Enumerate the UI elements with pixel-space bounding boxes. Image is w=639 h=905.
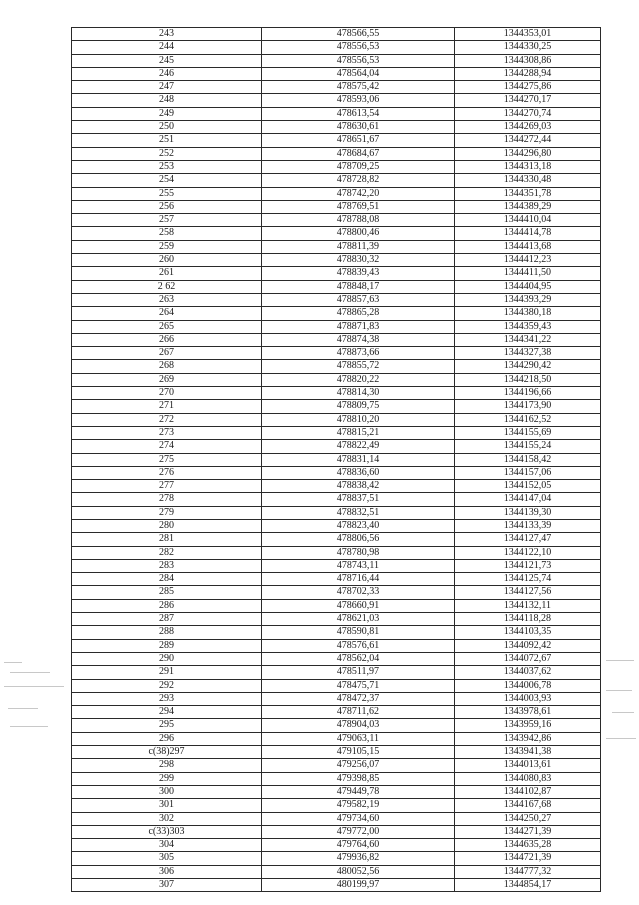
y-coordinate-cell: 1344330,25: [455, 41, 601, 54]
x-coordinate-cell: 478769,51: [262, 200, 455, 213]
table-row: [72, 852, 601, 865]
x-coordinate-cell: 478576,61: [262, 639, 455, 652]
point-number-cell: 256: [72, 200, 262, 213]
y-coordinate-cell: 1344393,29: [455, 293, 601, 306]
point-number-cell: 276: [72, 466, 262, 479]
x-coordinate-cell: 478820,22: [262, 373, 455, 386]
table-row: [72, 254, 601, 267]
table-row: [72, 121, 601, 134]
y-coordinate-cell: 1344173,90: [455, 400, 601, 413]
table-row: [72, 480, 601, 493]
table-row: [72, 28, 601, 41]
point-number-cell: 274: [72, 440, 262, 453]
scan-artifact-left: [8, 708, 38, 709]
point-number-cell: 248: [72, 94, 262, 107]
x-coordinate-cell: 478823,40: [262, 519, 455, 532]
point-number-cell: 305: [72, 852, 262, 865]
y-coordinate-cell: 1344127,47: [455, 533, 601, 546]
y-coordinate-cell: 1344122,10: [455, 546, 601, 559]
y-coordinate-cell: 1344158,42: [455, 453, 601, 466]
x-coordinate-cell: 478873,66: [262, 347, 455, 360]
x-coordinate-cell: 478511,97: [262, 666, 455, 679]
x-coordinate-cell: 478709,25: [262, 160, 455, 173]
x-coordinate-cell: 478814,30: [262, 387, 455, 400]
point-number-cell: 269: [72, 373, 262, 386]
x-coordinate-cell: 478822,49: [262, 440, 455, 453]
point-number-cell: 282: [72, 546, 262, 559]
point-number-cell: 278: [72, 493, 262, 506]
point-number-cell: 281: [72, 533, 262, 546]
table-row: [72, 214, 601, 227]
point-number-cell: 283: [72, 559, 262, 572]
table-row: [72, 174, 601, 187]
y-coordinate-cell: 1344006,78: [455, 679, 601, 692]
y-coordinate-cell: 1344341,22: [455, 333, 601, 346]
point-number-cell: 259: [72, 240, 262, 253]
point-number-cell: 307: [72, 879, 262, 892]
x-coordinate-cell: 479936,82: [262, 852, 455, 865]
scan-artifact-left: [10, 726, 48, 727]
point-number-cell: 257: [72, 214, 262, 227]
point-number-cell: 260: [72, 254, 262, 267]
table-row: [72, 347, 601, 360]
x-coordinate-cell: 478711,62: [262, 706, 455, 719]
table-row: [72, 81, 601, 94]
point-number-cell: 267: [72, 347, 262, 360]
x-coordinate-cell: 478716,44: [262, 573, 455, 586]
table-row: [72, 360, 601, 373]
table-row: [72, 373, 601, 386]
y-coordinate-cell: 1344288,94: [455, 67, 601, 80]
y-coordinate-cell: 1344270,74: [455, 107, 601, 120]
table-row: [72, 387, 601, 400]
table-row: [72, 639, 601, 652]
point-number-cell: 304: [72, 839, 262, 852]
y-coordinate-cell: 1343941,38: [455, 746, 601, 759]
x-coordinate-cell: 478566,55: [262, 28, 455, 41]
table-row: [72, 240, 601, 253]
table-row: [72, 573, 601, 586]
point-number-cell: 255: [72, 187, 262, 200]
x-coordinate-cell: 478613,54: [262, 107, 455, 120]
point-number-cell: 245: [72, 54, 262, 67]
table-row: [72, 533, 601, 546]
y-coordinate-cell: 1344155,24: [455, 440, 601, 453]
table-row: [72, 879, 601, 892]
point-number-cell: 277: [72, 480, 262, 493]
y-coordinate-cell: 1344351,78: [455, 187, 601, 200]
y-coordinate-cell: 1344127,56: [455, 586, 601, 599]
x-coordinate-cell: 478593,06: [262, 94, 455, 107]
x-coordinate-cell: 478874,38: [262, 333, 455, 346]
point-number-cell: 270: [72, 387, 262, 400]
point-number-cell: 258: [72, 227, 262, 240]
y-coordinate-cell: 1343959,16: [455, 719, 601, 732]
table-row: [72, 453, 601, 466]
point-number-cell: 247: [72, 81, 262, 94]
y-coordinate-cell: 1344721,39: [455, 852, 601, 865]
point-number-cell: 275: [72, 453, 262, 466]
x-coordinate-cell: 478871,83: [262, 320, 455, 333]
y-coordinate-cell: 1344155,69: [455, 426, 601, 439]
y-coordinate-cell: 1344353,01: [455, 28, 601, 41]
x-coordinate-cell: 478621,03: [262, 613, 455, 626]
coordinates-table-body: [72, 28, 601, 892]
point-number-cell: 301: [72, 799, 262, 812]
scan-artifact-right: [612, 712, 634, 713]
x-coordinate-cell: 478848,17: [262, 280, 455, 293]
y-coordinate-cell: 1344118,28: [455, 613, 601, 626]
table-row: [72, 187, 601, 200]
x-coordinate-cell: 479449,78: [262, 785, 455, 798]
point-number-cell: c(33)303: [72, 825, 262, 838]
point-number-cell: 272: [72, 413, 262, 426]
table-row: [72, 839, 601, 852]
table-row: [72, 546, 601, 559]
y-coordinate-cell: 1344854,17: [455, 879, 601, 892]
y-coordinate-cell: 1344125,74: [455, 573, 601, 586]
table-row: [72, 200, 601, 213]
point-number-cell: 265: [72, 320, 262, 333]
table-row: [72, 652, 601, 665]
x-coordinate-cell: 478780,98: [262, 546, 455, 559]
y-coordinate-cell: 1343942,86: [455, 732, 601, 745]
y-coordinate-cell: 1344270,17: [455, 94, 601, 107]
x-coordinate-cell: 478836,60: [262, 466, 455, 479]
y-coordinate-cell: 1344196,66: [455, 387, 601, 400]
y-coordinate-cell: 1344313,18: [455, 160, 601, 173]
point-number-cell: 293: [72, 692, 262, 705]
table-row: [72, 54, 601, 67]
y-coordinate-cell: 1344296,80: [455, 147, 601, 160]
table-row: [72, 759, 601, 772]
scan-artifact-right: [606, 690, 632, 691]
x-coordinate-cell: 478806,56: [262, 533, 455, 546]
y-coordinate-cell: 1344072,67: [455, 652, 601, 665]
scan-artifact-left: [4, 662, 22, 663]
x-coordinate-cell: 478839,43: [262, 267, 455, 280]
y-coordinate-cell: 1344410,04: [455, 214, 601, 227]
y-coordinate-cell: 1344013,61: [455, 759, 601, 772]
point-number-cell: 261: [72, 267, 262, 280]
point-number-cell: 284: [72, 573, 262, 586]
point-number-cell: 264: [72, 307, 262, 320]
table-row: [72, 746, 601, 759]
table-row: [72, 267, 601, 280]
x-coordinate-cell: 478590,81: [262, 626, 455, 639]
point-number-cell: 286: [72, 599, 262, 612]
table-row: [72, 666, 601, 679]
x-coordinate-cell: 478475,71: [262, 679, 455, 692]
table-row: [72, 400, 601, 413]
y-coordinate-cell: 1344132,11: [455, 599, 601, 612]
table-row: [72, 599, 601, 612]
x-coordinate-cell: 478702,33: [262, 586, 455, 599]
point-number-cell: 246: [72, 67, 262, 80]
point-number-cell: 300: [72, 785, 262, 798]
table-row: [72, 586, 601, 599]
x-coordinate-cell: 478556,53: [262, 41, 455, 54]
point-number-cell: 252: [72, 147, 262, 160]
table-row: [72, 134, 601, 147]
y-coordinate-cell: 1344121,73: [455, 559, 601, 572]
point-number-cell: 298: [72, 759, 262, 772]
point-number-cell: 250: [72, 121, 262, 134]
x-coordinate-cell: 478855,72: [262, 360, 455, 373]
table-row: [72, 147, 601, 160]
point-number-cell: 295: [72, 719, 262, 732]
x-coordinate-cell: 479582,19: [262, 799, 455, 812]
x-coordinate-cell: 478562,04: [262, 652, 455, 665]
table-row: [72, 719, 601, 732]
point-number-cell: 243: [72, 28, 262, 41]
x-coordinate-cell: 478837,51: [262, 493, 455, 506]
y-coordinate-cell: 1344413,68: [455, 240, 601, 253]
table-row: [72, 293, 601, 306]
y-coordinate-cell: 1344037,62: [455, 666, 601, 679]
x-coordinate-cell: 478857,63: [262, 293, 455, 306]
scan-artifact-right: [606, 738, 636, 739]
x-coordinate-cell: 478800,46: [262, 227, 455, 240]
x-coordinate-cell: 478788,08: [262, 214, 455, 227]
table-row: [72, 559, 601, 572]
table-row: [72, 732, 601, 745]
point-number-cell: 263: [72, 293, 262, 306]
table-row: [72, 519, 601, 532]
table-row: [72, 307, 601, 320]
y-coordinate-cell: 1344103,35: [455, 626, 601, 639]
x-coordinate-cell: 479105,15: [262, 746, 455, 759]
y-coordinate-cell: 1344412,23: [455, 254, 601, 267]
table-row: [72, 67, 601, 80]
y-coordinate-cell: 1344777,32: [455, 865, 601, 878]
x-coordinate-cell: 480052,56: [262, 865, 455, 878]
point-number-cell: 285: [72, 586, 262, 599]
y-coordinate-cell: 1344330,48: [455, 174, 601, 187]
y-coordinate-cell: 1344269,03: [455, 121, 601, 134]
table-row: [72, 785, 601, 798]
point-number-cell: 302: [72, 812, 262, 825]
point-number-cell: 254: [72, 174, 262, 187]
y-coordinate-cell: 1344271,39: [455, 825, 601, 838]
table-row: [72, 466, 601, 479]
y-coordinate-cell: 1344157,06: [455, 466, 601, 479]
y-coordinate-cell: 1344290,42: [455, 360, 601, 373]
y-coordinate-cell: 1344327,38: [455, 347, 601, 360]
y-coordinate-cell: 1344152,05: [455, 480, 601, 493]
x-coordinate-cell: 479063,11: [262, 732, 455, 745]
y-coordinate-cell: 1344635,28: [455, 839, 601, 852]
x-coordinate-cell: 479398,85: [262, 772, 455, 785]
scan-artifact-right: [606, 660, 634, 661]
x-coordinate-cell: 478556,53: [262, 54, 455, 67]
x-coordinate-cell: 478564,04: [262, 67, 455, 80]
point-number-cell: 244: [72, 41, 262, 54]
point-number-cell: 253: [72, 160, 262, 173]
y-coordinate-cell: 1344389,29: [455, 200, 601, 213]
point-number-cell: 251: [72, 134, 262, 147]
table-row: [72, 440, 601, 453]
table-row: [72, 493, 601, 506]
table-row: [72, 679, 601, 692]
point-number-cell: 288: [72, 626, 262, 639]
point-number-cell: 296: [72, 732, 262, 745]
y-coordinate-cell: 1344272,44: [455, 134, 601, 147]
point-number-cell: 289: [72, 639, 262, 652]
y-coordinate-cell: 1344380,18: [455, 307, 601, 320]
point-number-cell: 294: [72, 706, 262, 719]
x-coordinate-cell: 480199,97: [262, 879, 455, 892]
point-number-cell: 2 62: [72, 280, 262, 293]
x-coordinate-cell: 478832,51: [262, 506, 455, 519]
y-coordinate-cell: 1344139,30: [455, 506, 601, 519]
x-coordinate-cell: 478575,42: [262, 81, 455, 94]
table-row: [72, 613, 601, 626]
point-number-cell: 299: [72, 772, 262, 785]
x-coordinate-cell: 479256,07: [262, 759, 455, 772]
x-coordinate-cell: 478838,42: [262, 480, 455, 493]
y-coordinate-cell: 1344414,78: [455, 227, 601, 240]
y-coordinate-cell: 1344250,27: [455, 812, 601, 825]
table-row: [72, 333, 601, 346]
y-coordinate-cell: 1344102,87: [455, 785, 601, 798]
table-row: [72, 812, 601, 825]
table-row: [72, 706, 601, 719]
y-coordinate-cell: 1344092,42: [455, 639, 601, 652]
x-coordinate-cell: 478630,61: [262, 121, 455, 134]
point-number-cell: 291: [72, 666, 262, 679]
scan-artifact-left: [10, 672, 50, 673]
x-coordinate-cell: 478811,39: [262, 240, 455, 253]
x-coordinate-cell: 478904,03: [262, 719, 455, 732]
point-number-cell: 279: [72, 506, 262, 519]
y-coordinate-cell: 1344411,50: [455, 267, 601, 280]
y-coordinate-cell: 1344080,83: [455, 772, 601, 785]
y-coordinate-cell: 1344308,86: [455, 54, 601, 67]
y-coordinate-cell: 1344275,86: [455, 81, 601, 94]
y-coordinate-cell: 1344162,52: [455, 413, 601, 426]
x-coordinate-cell: 479734,60: [262, 812, 455, 825]
table-row: [72, 280, 601, 293]
table-row: [72, 825, 601, 838]
x-coordinate-cell: 479772,00: [262, 825, 455, 838]
point-number-cell: 271: [72, 400, 262, 413]
x-coordinate-cell: 478651,67: [262, 134, 455, 147]
x-coordinate-cell: 478743,11: [262, 559, 455, 572]
table-row: [72, 772, 601, 785]
table-row: [72, 413, 601, 426]
coordinates-table: [71, 27, 601, 892]
x-coordinate-cell: 478728,82: [262, 174, 455, 187]
y-coordinate-cell: 1344003,93: [455, 692, 601, 705]
y-coordinate-cell: 1344133,39: [455, 519, 601, 532]
x-coordinate-cell: 478865,28: [262, 307, 455, 320]
table-row: [72, 160, 601, 173]
table-row: [72, 94, 601, 107]
x-coordinate-cell: 478809,75: [262, 400, 455, 413]
point-number-cell: c(38)297: [72, 746, 262, 759]
y-coordinate-cell: 1343978,61: [455, 706, 601, 719]
y-coordinate-cell: 1344147,04: [455, 493, 601, 506]
table-row: [72, 799, 601, 812]
table-row: [72, 426, 601, 439]
table-row: [72, 41, 601, 54]
x-coordinate-cell: 478830,32: [262, 254, 455, 267]
point-number-cell: 249: [72, 107, 262, 120]
point-number-cell: 292: [72, 679, 262, 692]
x-coordinate-cell: 479764,60: [262, 839, 455, 852]
x-coordinate-cell: 478472,37: [262, 692, 455, 705]
table-row: [72, 692, 601, 705]
table-row: [72, 107, 601, 120]
x-coordinate-cell: 478815,21: [262, 426, 455, 439]
x-coordinate-cell: 478742,20: [262, 187, 455, 200]
y-coordinate-cell: 1344404,95: [455, 280, 601, 293]
table-row: [72, 626, 601, 639]
point-number-cell: 290: [72, 652, 262, 665]
point-number-cell: 280: [72, 519, 262, 532]
y-coordinate-cell: 1344167,68: [455, 799, 601, 812]
point-number-cell: 273: [72, 426, 262, 439]
y-coordinate-cell: 1344359,43: [455, 320, 601, 333]
point-number-cell: 287: [72, 613, 262, 626]
scan-artifact-left: [4, 686, 64, 687]
table-row: [72, 227, 601, 240]
table-row: [72, 320, 601, 333]
table-row: [72, 506, 601, 519]
point-number-cell: 268: [72, 360, 262, 373]
point-number-cell: 306: [72, 865, 262, 878]
x-coordinate-cell: 478660,91: [262, 599, 455, 612]
x-coordinate-cell: 478684,67: [262, 147, 455, 160]
table-row: [72, 865, 601, 878]
point-number-cell: 266: [72, 333, 262, 346]
x-coordinate-cell: 478810,20: [262, 413, 455, 426]
x-coordinate-cell: 478831,14: [262, 453, 455, 466]
y-coordinate-cell: 1344218,50: [455, 373, 601, 386]
